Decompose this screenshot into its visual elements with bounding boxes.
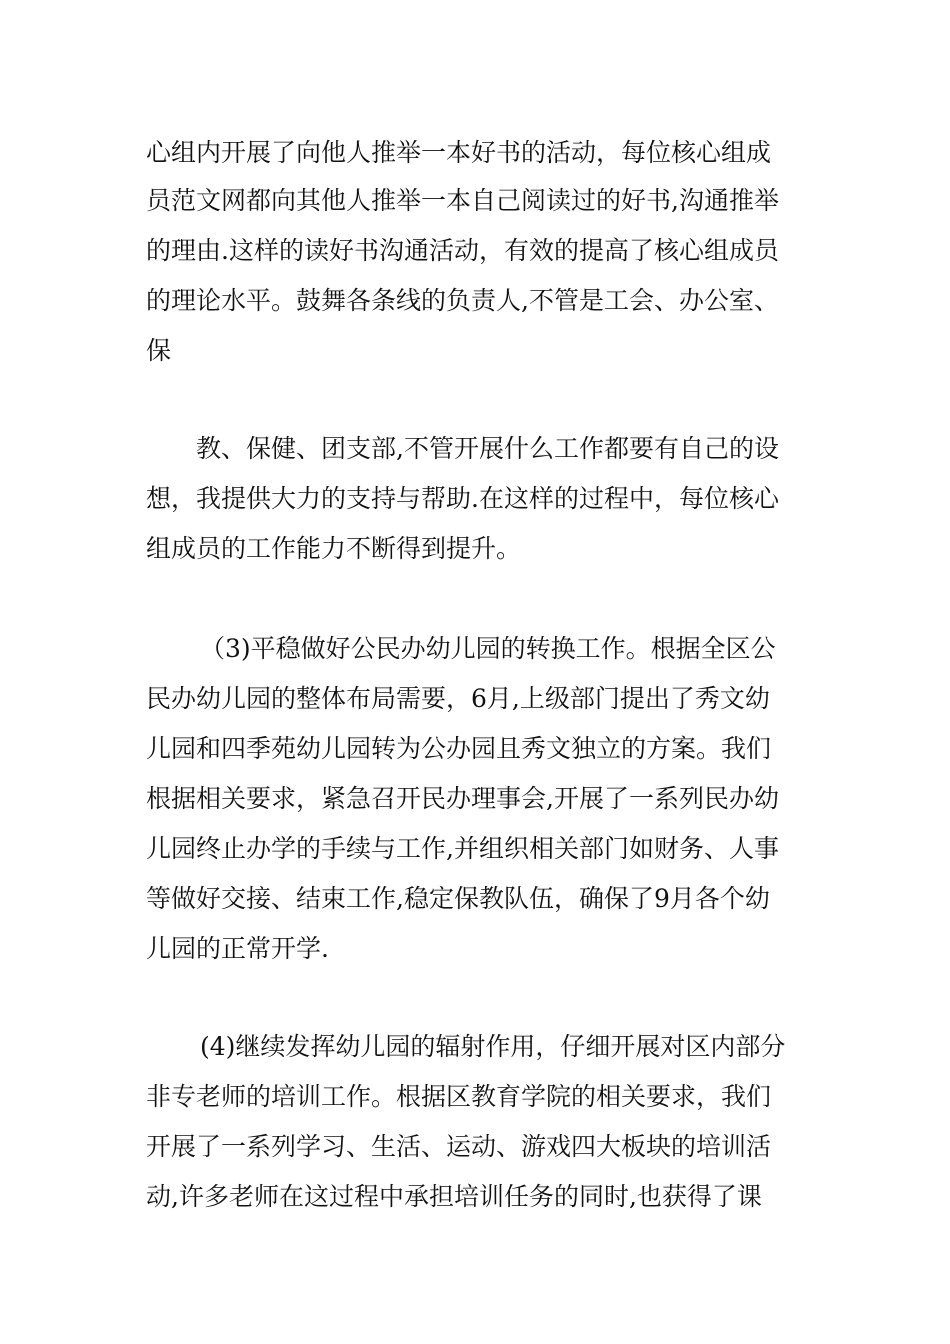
- paragraph-3-line-3: 儿园和四季苑幼儿园转为公办园且秀文独立的方案。我们: [146, 734, 772, 763]
- paragraph-4-line-4: 动,许多老师在这过程中承担培训任务的同时,也获得了课: [146, 1182, 762, 1211]
- paragraph-1-line-4: 的理论水平。鼓舞各条线的负责人,不管是工会、办公室、: [146, 286, 779, 315]
- paragraph-3-line-5: 儿园终止办学的手续与工作,并组织相关部门如财务、人事: [146, 834, 779, 863]
- paragraph-4-line-1: (4)继续发挥幼儿园的辐射作用，仔细开展对区内部分: [200, 1032, 786, 1061]
- paragraph-2-line-2: 想，我提供大力的支持与帮助.在这样的过程中，每位核心: [146, 484, 779, 513]
- paragraph-3-line-6: 等做好交接、结束工作,稳定保教队伍，确保了9月各个幼: [146, 884, 770, 913]
- paragraph-2-line-1: 教、保健、团支部,不管开展什么工作都要有自己的设: [196, 434, 779, 463]
- paragraph-1-line-2: 员范文网都向其他人推举一本自己阅读过的好书,沟通推举: [146, 186, 779, 215]
- paragraph-4-line-2: 非专老师的培训工作。根据区教育学院的相关要求，我们: [146, 1082, 772, 1111]
- paragraph-3-line-7: 儿园的正常开学.: [146, 934, 329, 963]
- paragraph-1-line-1: 心组内开展了向他人推举一本好书的活动，每位核心组成: [146, 138, 772, 167]
- paragraph-3-line-1: （3)平稳做好公民办幼儿园的转换工作。根据全区公: [200, 634, 776, 663]
- paragraph-2-line-3: 组成员的工作能力不断得到提升。: [146, 534, 522, 563]
- paragraph-1-line-3: 的理由.这样的读好书沟通活动，有效的提高了核心组成员: [146, 236, 779, 265]
- paragraph-4-line-3: 开展了一系列学习、生活、运动、游戏四大板块的培训活: [146, 1132, 772, 1161]
- paragraph-3-line-2: 民办幼儿园的整体布局需要，6月,上级部门提出了秀文幼: [146, 684, 770, 713]
- paragraph-3-line-4: 根据相关要求，紧急召开民办理事会,开展了一系列民办幼: [146, 784, 779, 813]
- paragraph-1-line-5: 保: [146, 336, 172, 365]
